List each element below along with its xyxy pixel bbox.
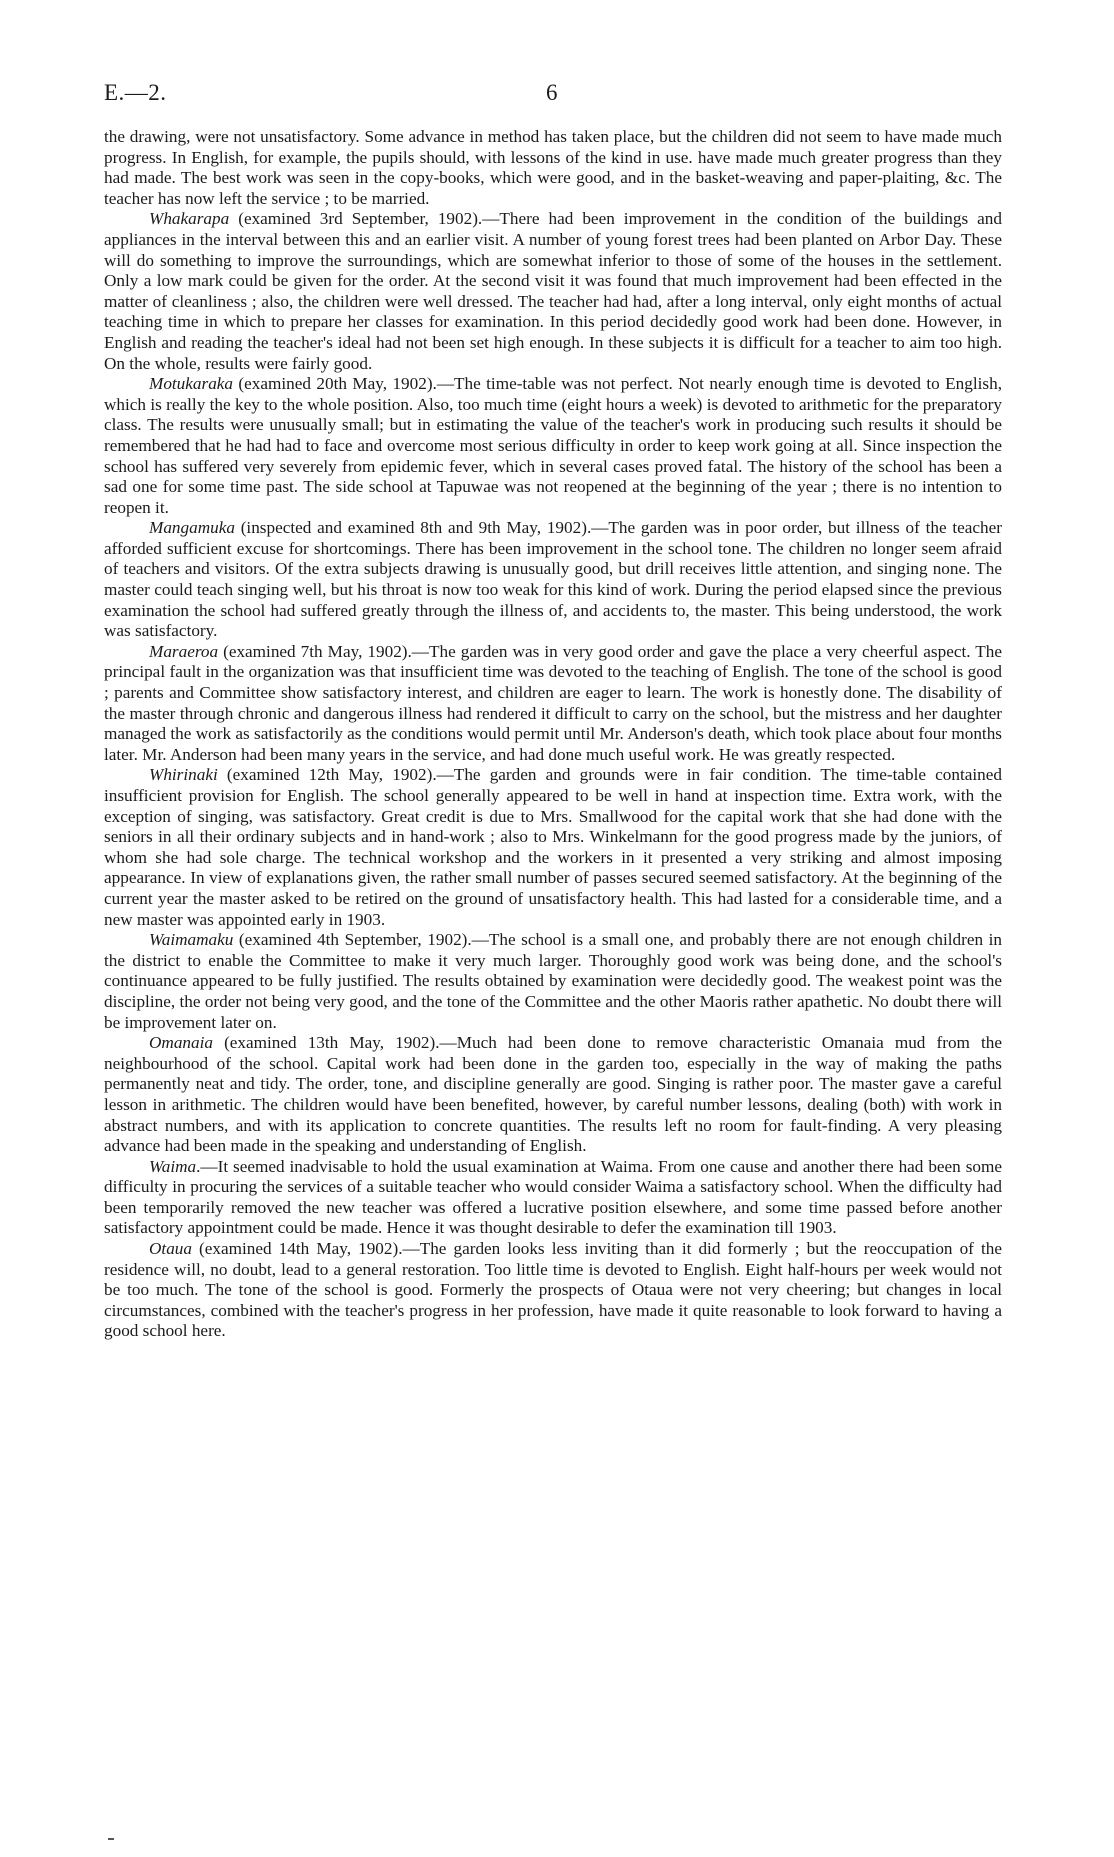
school-paragraph-motukaraka <box>104 374 1002 518</box>
document-code: E.—2. <box>104 80 167 105</box>
report-body <box>104 127 1002 1342</box>
school-name: Mangamuka <box>149 518 235 538</box>
paragraph-text: (examined 14th May, 1902).—The garden looks less inviting than it did formerly ; but the reoccupation of the residence will, no doubt, lead to a general restoration. Too little time is devoted to English. Eight half-hours per week would not be too much. The tone of the school is good. Formerly the prospects of Otaua were not very cheering; but changes in local circumstances, combined with the teacher's progress in her profession, have made it quite reasonable to look forward to having a good school here. <box>104 1239 1002 1341</box>
page-number: 6 <box>546 80 558 105</box>
paragraph-text: .—It seemed inadvisable to hold the usual examination at Waima. From one cause and another there had been some difficulty in procuring the services of a suitable teacher who would consider Waima a satisfactory school. When the difficulty had been temporarily removed the new teacher was offered a lucrative position elsewhere, and some time passed before another satisfactory appointment could be made. Hence it was thought desirable to defer the examination till 1903. <box>104 1156 1002 1238</box>
school-paragraph-otaua <box>104 1239 1002 1342</box>
paragraph-text: (examined 4th September, 1902).—The school is a small one, and probably there are not enough children in the district to enable the Committee to make it very much larger. Thoroughly good work was being done, and the school's continuance appeared to be fully justified. The results obtained by examination were decidedly good. The weakest point was the discipline, the order not being very good, and the tone of the Committee and the other Maoris rather apathetic. No doubt there will be improvement later on. <box>104 930 1002 1032</box>
paragraph-text: (examined 3rd September, 1902).—There had been improvement in the condition of the buildings and appliances in the interval between this and an earlier visit. A number of young forest trees had been planted on Arbor Day. These will do something to improve the surroundings, which are somewhat inferior to those of some of the houses in the settlement. Only a low mark could be given for the order. At the second visit it was found that much improvement had been effected in the matter of cleanliness ; also, the children were well dressed. The teacher had had, after a long interval, only eight months of actual teaching time in which to prepare her classes for examination. In this period decidedly good work had been done. However, in English and reading the teacher's ideal had not been set high enough. In these subjects it is difficult for a teacher to aim too high. On the whole, results were fairly good. <box>104 209 1002 373</box>
school-paragraph-whakarapa <box>104 209 1002 374</box>
paragraph-text: (examined 20th May, 1902).—The time-table was not perfect. Not nearly enough time is devoted to English, which is really the key to the whole position. Also, too much time (eight hours a week) is devoted to arithmetic for the preparatory class. The results were unusually small; but in estimating the value of the teacher's work in producing such results it should be remembered that he had had to face and overcome most serious difficulty in order to keep work going at all. Since inspection the school has suffered very severely from epidemic fever, which in several cases proved fatal. The history of the school has been a sad one for some time past. The side school at Tapuwae was not reopened at the beginning of the year ; there is no intention to reopen it. <box>104 374 1002 517</box>
school-name: Waimamaku <box>149 930 234 950</box>
paragraph-continuation <box>104 127 1002 209</box>
school-paragraph-omanaia <box>104 1033 1002 1157</box>
scan-mark <box>108 1838 114 1840</box>
school-name: Whakarapa <box>149 209 230 229</box>
page-header <box>104 80 1004 110</box>
school-paragraph-whirinaki <box>104 765 1002 930</box>
school-paragraph-waimamaku <box>104 930 1002 1033</box>
school-name: Maraeroa <box>149 641 219 661</box>
school-name: Otaua <box>149 1239 192 1259</box>
paragraph-text: (examined 7th May, 1902).—The garden was in very good order and gave the place a very cheerful aspect. The principal fault in the organization was that insufficient time was devoted to the teaching of English. The tone of the school is good ; parents and Committee show satisfactory interest, and children are eager to learn. The work is honestly done. The disability of the master through chronic and dangerous illness had rendered it difficult to carry on the school, but the mistress and her daughter managed the work as satisfactorily as the conditions would permit until Mr. Anderson's death, which took place about four months later. Mr. Anderson had been many years in the service, and had done much useful work. He was greatly respected. <box>104 641 1002 764</box>
paragraph-text: (examined 12th May, 1902).—The garden and grounds were in fair condition. The time-table contained insufficient provision for English. The school generally appeared to be well in hand at inspection time. Extra work, with the exception of singing, was satisfactory. Great credit is due to Mrs. Smallwood for the capital work that she had done with the seniors in all their ordinary subjects and in hand-work ; also to Mrs. Winkelmann for the good progress made by the juniors, of whom she had sole charge. The technical workshop and the workers in it presented a very striking and almost imposing appearance. In view of explanations given, the rather small number of passes secured seemed satisfactory. At the beginning of the current year the master asked to be retired on the ground of unsatisfactory health. This had lasted for a considerable time, and a new master was appointed early in 1903. <box>104 765 1002 929</box>
school-name: Waima <box>149 1156 197 1176</box>
paragraph-text: the drawing, were not unsatisfactory. Some advance in method has taken place, but the children did not seem to have made much progress. In English, for example, the pupils should, with lessons of the kind in use. have made much greater progress than they had made. The best work was seen in the copy-books, which were good, and in the basket-weaving and paper-plaiting, &c. The teacher has now left the service ; to be married. <box>104 127 1002 208</box>
school-paragraph-mangamuka <box>104 518 1002 642</box>
school-name: Motukaraka <box>149 374 234 394</box>
paragraph-text: (inspected and examined 8th and 9th May, 1902).—The garden was in poor order, but illness of the teacher afforded sufficient excuse for shortcomings. There has been improvement in the school tone. The children no longer seem afraid of teachers and visitors. Of the extra subjects drawing is unusually good, but drill receives little attention, and singing none. The master could teach singing well, but his throat is now too weak for this kind of work. During the period elapsed since the previous examination the school had suffered greatly through the illness of, and accidents to, the master. This being understood, the work was satisfactory. <box>104 518 1002 641</box>
school-paragraph-waima <box>104 1157 1002 1239</box>
paragraph-text: (examined 13th May, 1902).—Much had been done to remove characteristic Omanaia mud from the neighbourhood of the school. Capital work had been done in the garden too, especially in the way of making the paths permanently neat and tidy. The order, tone, and discipline generally are good. Singing is rather poor. The master gave a careful lesson in arithmetic. The children would have been benefited, however, by careful number lessons, dealing (both) with work in abstract numbers, and with its application to concrete quantities. The results left no room for fault-finding. A very pleasing advance had been made in the speaking and understanding of English. <box>104 1033 1002 1156</box>
school-paragraph-maraeroa <box>104 642 1002 766</box>
school-name: Omanaia <box>149 1033 213 1053</box>
school-name: Whirinaki <box>149 765 218 785</box>
